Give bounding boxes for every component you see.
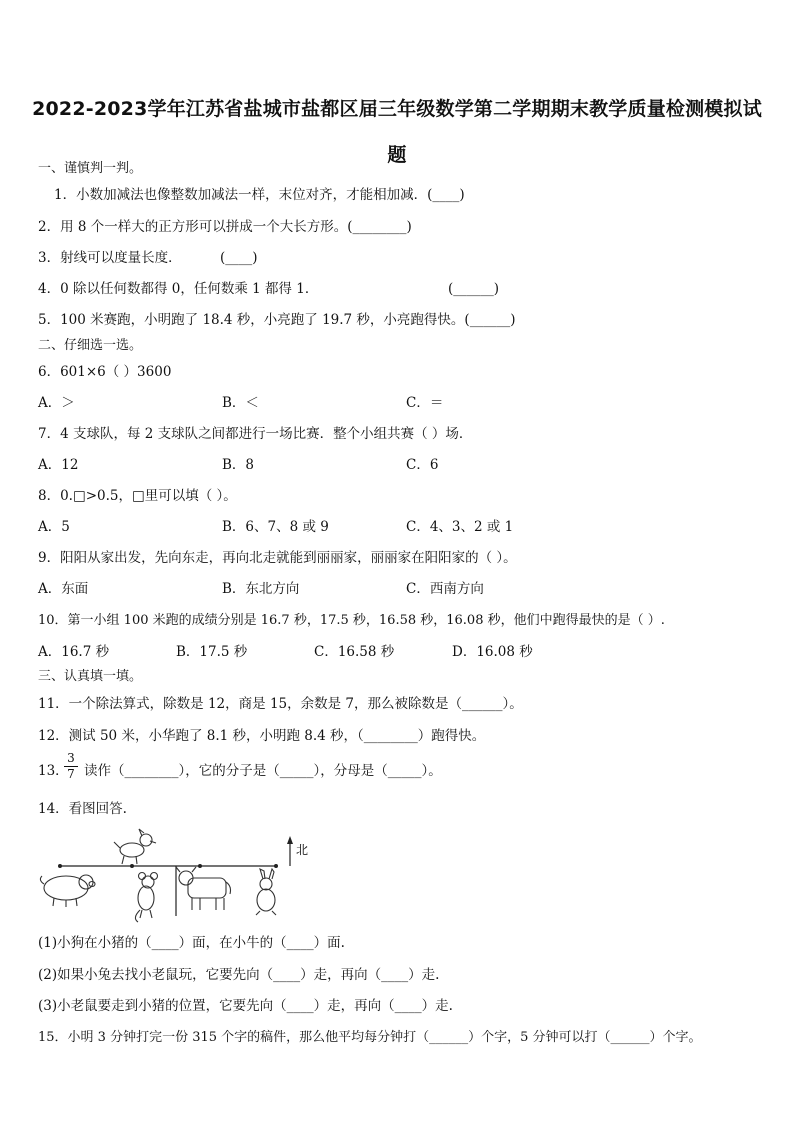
question-10-option-c: C．16.58 秒 xyxy=(314,644,395,660)
dog-icon xyxy=(114,829,156,864)
question-6-option-b: B．＜ xyxy=(222,395,259,411)
question-6: 6．601×6（ ）3600 xyxy=(38,364,172,380)
section-heading-fill: 三、认真填一填。 xyxy=(38,669,143,684)
question-5: 5．100 米赛跑，小明跑了 18.4 秒，小亮跑了 19.7 秒，小亮跑得快。(______) xyxy=(38,312,516,328)
question-9-option-b: B．东北方向 xyxy=(222,581,300,597)
question-8-option-b: B．6、7、8 或 9 xyxy=(222,519,329,535)
question-8: 8．0.□>0.5，□里可以填（ ）。 xyxy=(38,488,237,504)
fraction-three-sevenths xyxy=(64,752,78,781)
question-1: 1．小数加减法也像整数加减法一样，末位对齐，才能相加减．(____) xyxy=(54,187,465,203)
fraction-denominator: 7 xyxy=(67,767,75,781)
section-heading-judge: 一、谨慎判一判。 xyxy=(38,161,143,176)
question-7-option-a: A．12 xyxy=(38,457,79,473)
question-15: 15．小明 3 分钟打完一份 315 个字的稿件，那么他平均每分钟打（______）个字，5 分钟可以打（______）个字。 xyxy=(38,1030,702,1045)
question-7-option-b: B．8 xyxy=(222,457,255,473)
question-12: 12．测试 50 米，小华跑了 8.1 秒，小明跑 8.4 秒，（________）跑得快。 xyxy=(38,728,486,744)
animal-position-diagram xyxy=(36,826,326,924)
question-7-option-c: C．6 xyxy=(406,457,439,473)
question-6-option-a: A．＞ xyxy=(38,395,75,411)
question-14-part-1: (1)小狗在小猪的（____）面，在小牛的（____）面. xyxy=(38,935,345,951)
question-7: 7．4 支球队，每 2 支球队之间都进行一场比赛．整个小组共赛（ ）场． xyxy=(38,426,473,442)
question-8-option-a: A．5 xyxy=(38,519,70,535)
mouse-icon xyxy=(135,873,157,923)
question-9-option-a: A．东面 xyxy=(38,581,89,597)
question-6-option-c: C．＝ xyxy=(406,395,444,411)
cow-icon xyxy=(176,867,231,910)
question-4: 4．0 除以任何数都得 0，任何数乘 1 都得 1． xyxy=(38,281,319,297)
north-label: 北 xyxy=(296,843,309,857)
question-2: 2．用 8 个一样大的正方形可以拼成一个大长方形。(________) xyxy=(38,219,412,235)
question-4-blank: (______) xyxy=(448,281,500,297)
question-3-blank: (____) xyxy=(220,250,258,266)
question-10-option-a: A．16.7 秒 xyxy=(38,644,110,660)
rabbit-icon xyxy=(256,869,276,915)
north-arrow-icon xyxy=(287,836,293,866)
page-title: 2022-2023学年江苏省盐城市盐都区届三年级数学第二学期期末教学质量检测模拟试题 xyxy=(32,98,762,166)
fraction-numerator: 3 xyxy=(67,751,75,765)
pig-icon xyxy=(40,875,95,907)
question-10-option-d: D．16.08 秒 xyxy=(452,644,533,660)
question-9-option-c: C．西南方向 xyxy=(406,581,484,597)
question-14-part-3: (3)小老鼠要走到小猪的位置，它要先向（____）走，再向（____）走. xyxy=(38,998,453,1014)
question-11: 11．一个除法算式，除数是 12，商是 15，余数是 7，那么被除数是（______）。 xyxy=(38,696,523,712)
section-heading-choose: 二、仔细选一选。 xyxy=(38,338,143,353)
question-10-option-b: B．17.5 秒 xyxy=(176,644,248,660)
question-9: 9．阳阳从家出发，先向东走，再向北走就能到丽丽家，丽丽家在阳阳家的（ ）。 xyxy=(38,550,517,566)
question-3: 3．射线可以度量长度． xyxy=(38,250,182,266)
question-13-text: 读作（________），它的分子是（_____），分母是（_____）。 xyxy=(84,763,442,779)
question-13-number: 13． xyxy=(38,763,69,779)
question-10: 10．第一小组 100 米跑的成绩分别是 16.7 秒，17.5 秒，16.58 秒，16.08 秒，他们中跑得最快的是（ ）. xyxy=(38,613,665,628)
question-14-part-2: (2)如果小兔去找小老鼠玩，它要先向（____）走，再向（____）走. xyxy=(38,967,440,983)
question-8-option-c: C．4、3、2 或 1 xyxy=(406,519,514,535)
question-14: 14．看图回答. xyxy=(38,801,127,817)
